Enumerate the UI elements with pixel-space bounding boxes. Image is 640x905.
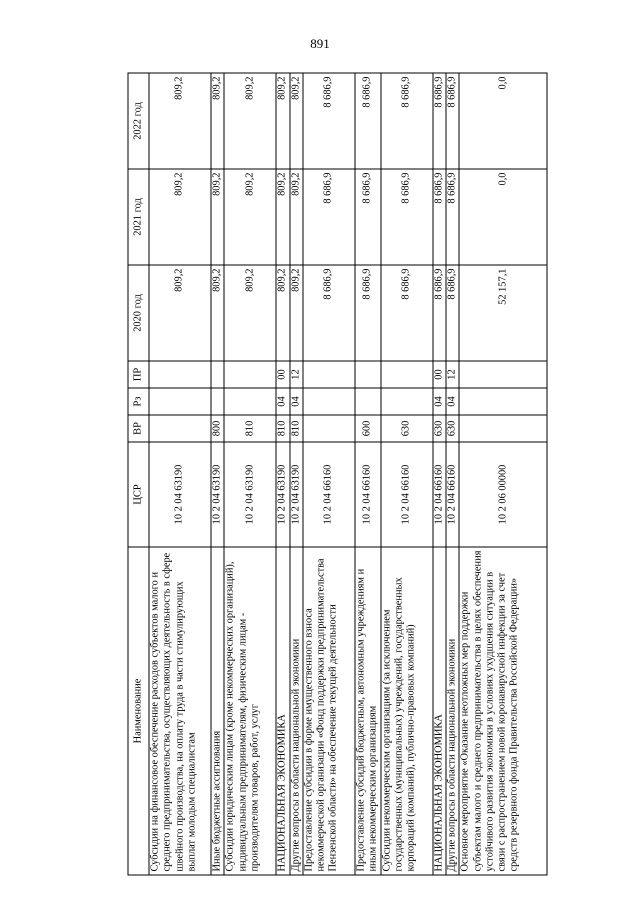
cell-2022: 809,2 <box>224 73 276 169</box>
cell-rz <box>224 388 276 415</box>
table-row <box>211 73 224 875</box>
header-2020: 2020 год <box>128 265 149 361</box>
cell-name: НАЦИОНАЛЬНАЯ ЭКОНОМИКА <box>276 547 289 875</box>
table-row <box>355 73 381 875</box>
cell-vr <box>149 415 211 442</box>
cell-name: Основное мероприятие «Оказание неотложных мер поддержки субъектам малого и среднего предпринимательства в целях обеспечения устойчивого развития экономики в условиях ухудшения ситуации в связи с распространением новой коронавирусной инфекции за счет средств резервного фонда Правительства Российской Федерации» <box>459 547 547 875</box>
cell-rz <box>381 388 433 415</box>
table-row <box>149 73 211 875</box>
cell-csr: 10 2 04 63190 <box>149 442 211 547</box>
cell-2022: 809,2 <box>211 73 224 169</box>
cell-name: Субсидии на финансовое обеспечение расходов субъектов малого и среднего предпринимательства, осуществляющих деятельность в сфере швейного производства, на оплату труда в части стимулирующих выплат молодым специалистам <box>149 547 211 875</box>
cell-name: Другие вопросы в области национальной экономики <box>446 547 459 875</box>
cell-pr <box>211 361 224 388</box>
cell-pr: 00 <box>276 361 289 388</box>
cell-rz <box>459 388 547 415</box>
cell-rz: 04 <box>446 388 459 415</box>
cell-2020: 809,2 <box>149 265 211 361</box>
cell-pr <box>355 361 381 388</box>
cell-2022: 8 686,9 <box>446 73 459 169</box>
cell-name: Иные бюджетные ассигнования <box>211 547 224 875</box>
cell-pr <box>149 361 211 388</box>
cell-vr: 810 <box>276 415 289 442</box>
cell-name: Предоставление субсидии в форме имущественного взноса некоммерческой организации «Фонд поддержки предпринимательства Пензенской области» на обеспечение текущей деятельности <box>303 547 355 875</box>
cell-2021: 8 686,9 <box>303 169 355 265</box>
cell-name: Предоставление субсидий бюджетным, автономным учреждениям и иным некоммерческим организациям <box>355 547 381 875</box>
cell-2022: 8 686,9 <box>433 73 446 169</box>
cell-rz <box>355 388 381 415</box>
cell-vr: 630 <box>433 415 446 442</box>
header-csr: ЦСР <box>128 442 149 547</box>
header-pr: ПР <box>128 361 149 388</box>
cell-rz <box>211 388 224 415</box>
header-name: Наименование <box>128 547 149 875</box>
cell-csr: 10 2 06 00000 <box>459 442 547 547</box>
cell-name: Субсидии юридическим лицам (кроме некоммерческих организаций), индивидуальным предпринимателям, физическим лицам - производителям товаров, работ, услуг <box>224 547 276 875</box>
cell-2021: 8 686,9 <box>446 169 459 265</box>
cell-name: НАЦИОНАЛЬНАЯ ЭКОНОМИКА <box>433 547 446 875</box>
cell-vr: 630 <box>381 415 433 442</box>
cell-2021: 8 686,9 <box>355 169 381 265</box>
cell-2021: 0,0 <box>459 169 547 265</box>
table-row <box>303 73 355 875</box>
cell-name: Другие вопросы в области национальной экономики <box>290 547 303 875</box>
page-number: 891 <box>310 36 330 51</box>
cell-vr <box>303 415 355 442</box>
cell-2021: 809,2 <box>149 169 211 265</box>
table-row <box>290 73 303 875</box>
cell-2020: 52 157,1 <box>459 265 547 361</box>
cell-csr: 10 2 04 66160 <box>433 442 446 547</box>
table-row <box>276 73 289 875</box>
cell-2022: 8 686,9 <box>381 73 433 169</box>
budget-table-wrapper <box>128 74 533 876</box>
cell-2022: 0,0 <box>459 73 547 169</box>
cell-pr: 12 <box>290 361 303 388</box>
table-row <box>459 73 547 875</box>
cell-csr: 10 2 04 63190 <box>276 442 289 547</box>
cell-2022: 809,2 <box>290 73 303 169</box>
cell-pr <box>459 361 547 388</box>
cell-2022: 809,2 <box>276 73 289 169</box>
cell-csr: 10 2 04 66160 <box>303 442 355 547</box>
cell-pr: 00 <box>433 361 446 388</box>
cell-2021: 809,2 <box>211 169 224 265</box>
table-header-row <box>128 73 149 875</box>
cell-2021: 809,2 <box>276 169 289 265</box>
cell-2021: 809,2 <box>290 169 303 265</box>
cell-csr: 10 2 04 63190 <box>211 442 224 547</box>
header-2021: 2021 год <box>128 169 149 265</box>
cell-vr <box>459 415 547 442</box>
cell-csr: 10 2 04 66160 <box>446 442 459 547</box>
cell-2022: 8 686,9 <box>303 73 355 169</box>
cell-name: Субсидии некоммерческим организациям (за исключением государственных (муниципальных) учреждений, государственных корпораций (компаний), публично-правовых компаний) <box>381 547 433 875</box>
cell-2020: 8 686,9 <box>355 265 381 361</box>
cell-rz: 04 <box>276 388 289 415</box>
table-row <box>433 73 446 875</box>
header-rz: Рз <box>128 388 149 415</box>
cell-2022: 809,2 <box>149 73 211 169</box>
cell-2020: 8 686,9 <box>446 265 459 361</box>
cell-2020: 8 686,9 <box>433 265 446 361</box>
cell-vr: 600 <box>355 415 381 442</box>
cell-2020: 809,2 <box>211 265 224 361</box>
cell-pr <box>381 361 433 388</box>
cell-vr: 630 <box>446 415 459 442</box>
cell-csr: 10 2 04 66160 <box>381 442 433 547</box>
cell-rz <box>149 388 211 415</box>
cell-2022: 8 686,9 <box>355 73 381 169</box>
cell-vr: 810 <box>224 415 276 442</box>
cell-2021: 8 686,9 <box>381 169 433 265</box>
cell-csr: 10 2 04 66160 <box>355 442 381 547</box>
cell-2020: 809,2 <box>290 265 303 361</box>
cell-pr: 12 <box>446 361 459 388</box>
cell-pr <box>303 361 355 388</box>
table-row <box>381 73 433 875</box>
cell-rz <box>303 388 355 415</box>
cell-csr: 10 2 04 63190 <box>224 442 276 547</box>
cell-2020: 8 686,9 <box>303 265 355 361</box>
cell-vr: 810 <box>290 415 303 442</box>
cell-2020: 809,2 <box>224 265 276 361</box>
cell-rz: 04 <box>290 388 303 415</box>
header-2022: 2022 год <box>128 73 149 169</box>
cell-vr: 800 <box>211 415 224 442</box>
budget-table <box>128 73 548 876</box>
cell-2020: 809,2 <box>276 265 289 361</box>
cell-rz: 04 <box>433 388 446 415</box>
cell-csr: 10 2 04 63190 <box>290 442 303 547</box>
cell-2021: 8 686,9 <box>433 169 446 265</box>
table-row <box>446 73 459 875</box>
table-row <box>224 73 276 875</box>
cell-pr <box>224 361 276 388</box>
cell-2021: 809,2 <box>224 169 276 265</box>
cell-2020: 8 686,9 <box>381 265 433 361</box>
header-vr: ВР <box>128 415 149 442</box>
